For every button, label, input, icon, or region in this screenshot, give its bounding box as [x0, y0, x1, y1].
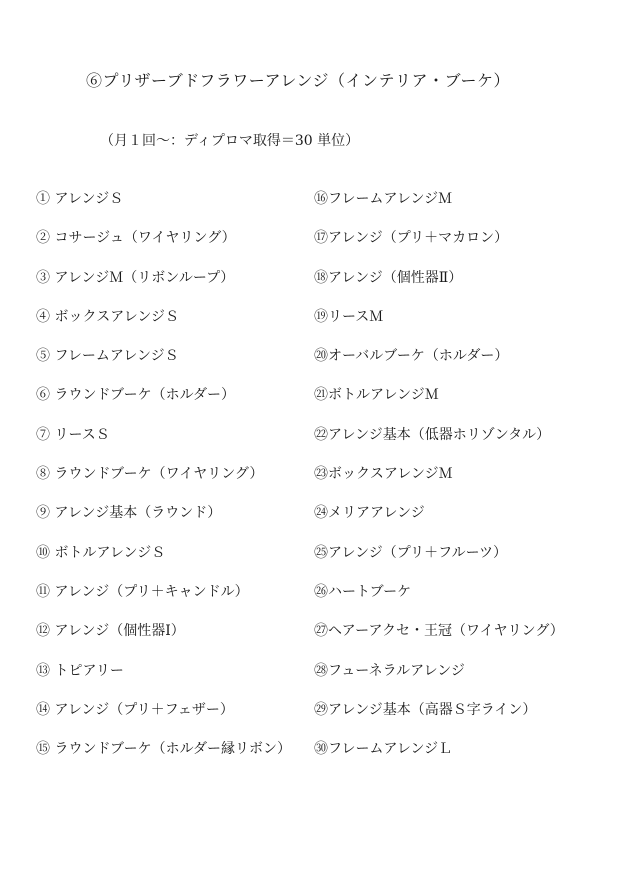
lesson-item-24: ㉔メリアアレンジ: [314, 505, 425, 522]
lesson-item-8: ⑧ ラウンドブーケ（ワイヤリング）: [36, 466, 264, 483]
page-subtitle: （月１回～：ディプロマ取得＝30 単位）: [100, 133, 360, 149]
lesson-item-20: ⑳オーバルブーケ（ホルダー）: [314, 348, 509, 365]
lesson-item-9: ⑨ アレンジ基本（ラウンド）: [36, 505, 222, 522]
lesson-item-1: ① アレンジＳ: [36, 191, 124, 207]
lesson-item-29: ㉙アレンジ基本（高器Ｓ字ライン）: [314, 701, 537, 718]
lesson-item-30: ㉚フレームアレンジＬ: [314, 741, 453, 758]
lesson-item-13: ⑬ トピアリー: [36, 662, 124, 679]
lesson-item-11: ⑪ アレンジ（プリ＋キャンドル）: [36, 583, 249, 600]
lesson-item-10: ⑩ ボトルアレンジＳ: [36, 544, 166, 561]
lesson-list-right: [314, 189, 564, 778]
lesson-item-27: ㉗ヘアーアクセ・王冠（ワイヤリング）: [314, 623, 564, 640]
lesson-item-28: ㉘フューネラルアレンジ: [314, 662, 465, 679]
lesson-item-6: ⑥ ラウンドブーケ（ホルダー）: [36, 387, 236, 404]
lesson-item-17: ⑰アレンジ（プリ＋マカロン）: [314, 230, 509, 247]
lesson-item-7: ⑦ リースＳ: [36, 426, 110, 443]
lesson-item-2: ② コサージュ（ワイヤリング）: [36, 230, 236, 247]
lesson-item-25: ㉕アレンジ（プリ＋フルーツ）: [314, 544, 508, 561]
lesson-list-left: [36, 189, 291, 778]
lesson-item-23: ㉓ボックスアレンジＭ: [314, 466, 453, 483]
lesson-item-4: ④ ボックスアレンジＳ: [36, 308, 180, 325]
lesson-item-5: ⑤ フレームアレンジＳ: [36, 348, 179, 365]
lesson-item-12: ⑫ アレンジ（個性器Ⅰ）: [36, 623, 185, 640]
lesson-item-16: ⑯フレームアレンジＭ: [314, 191, 453, 207]
lesson-item-22: ㉒アレンジ基本（低器ホリゾンタル）: [314, 426, 551, 443]
lesson-item-19: ⑲リースＭ: [314, 308, 384, 325]
lesson-item-3: ③ アレンジＭ（リボンループ）: [36, 269, 235, 286]
page-title: ⑥プリザーブドフラワーアレンジ（インテリア・ブーケ）: [86, 71, 511, 90]
lesson-item-15: ⑮ ラウンドブーケ（ホルダー縁リボン）: [36, 741, 292, 758]
lesson-item-18: ⑱アレンジ（個性器Ⅱ）: [314, 269, 463, 286]
lesson-item-14: ⑭ アレンジ（プリ＋フェザー）: [36, 701, 234, 718]
lesson-item-26: ㉖ハートブーケ: [314, 583, 412, 600]
lesson-item-21: ㉑ボトルアレンジＭ: [314, 387, 439, 404]
